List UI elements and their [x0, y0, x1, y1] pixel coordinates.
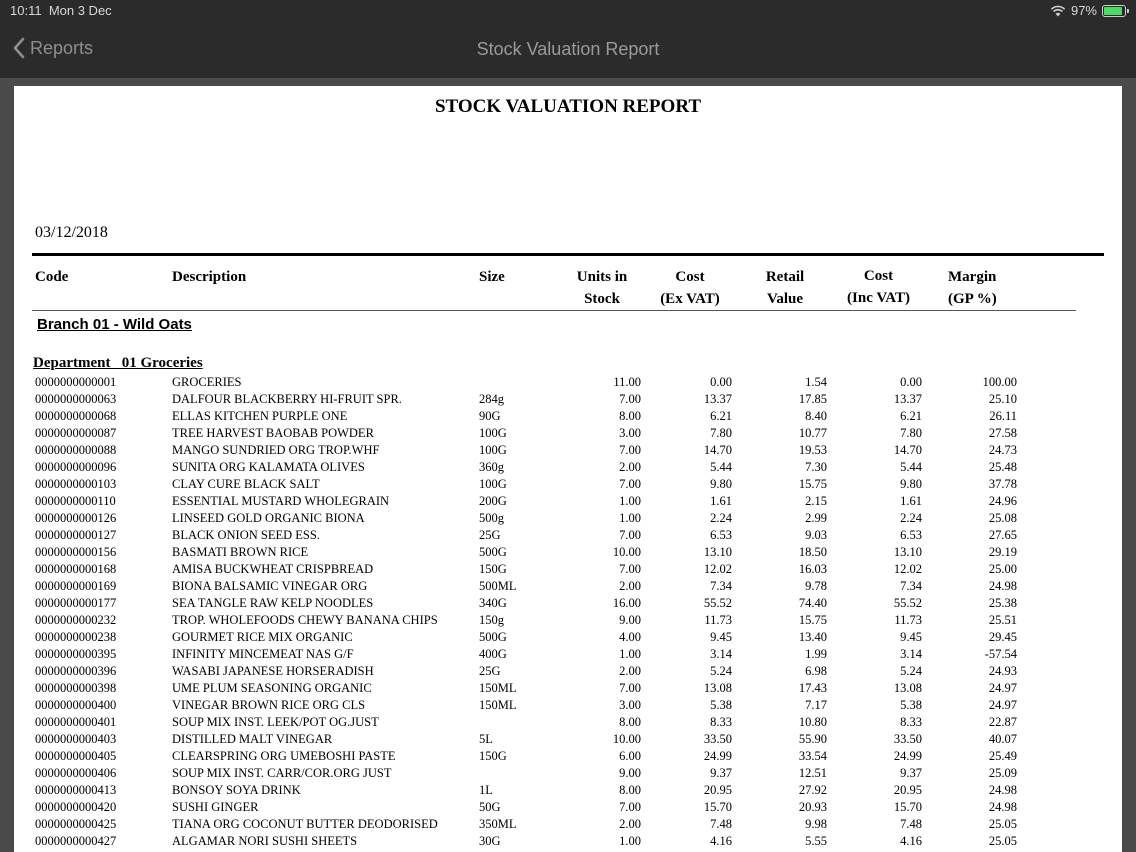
cell-size: 500G — [479, 545, 507, 559]
cell-code: 0000000000400 — [35, 698, 117, 712]
cell-cost-ex-vat: 2.24 — [710, 511, 732, 525]
cell-units-in-stock: 6.00 — [619, 749, 641, 763]
col-header-cost-ex-vat — [645, 266, 735, 310]
cell-retail-value: 74.40 — [798, 596, 827, 610]
table-row — [14, 731, 1122, 748]
cell-description: AMISA BUCKWHEAT CRISPBREAD — [172, 562, 374, 576]
col-header-units-l1: Units in — [576, 269, 628, 285]
cell-margin: 24.98 — [988, 783, 1017, 797]
cell-retail-value: 17.43 — [798, 681, 827, 695]
cell-size: 500G — [479, 630, 507, 644]
cell-retail-value: 2.15 — [805, 494, 827, 508]
col-header-costinc-l1: Cost — [863, 268, 894, 284]
table-row — [14, 782, 1122, 799]
cell-cost-ex-vat: 8.33 — [710, 715, 732, 729]
cell-margin: 25.10 — [988, 392, 1017, 406]
table-row — [14, 459, 1122, 476]
cell-cost-inc-vat: 13.37 — [893, 392, 922, 406]
cell-description: SUNITA ORG KALAMATA OLIVES — [172, 460, 365, 474]
cell-size: 90G — [479, 409, 501, 423]
cell-code: 0000000000395 — [35, 647, 117, 661]
cell-margin: 25.08 — [988, 511, 1017, 525]
cell-code: 0000000000156 — [35, 545, 117, 559]
cell-code: 0000000000096 — [35, 460, 117, 474]
cell-cost-ex-vat: 13.08 — [703, 681, 732, 695]
cell-margin: 24.97 — [988, 698, 1017, 712]
cell-retail-value: 2.99 — [805, 511, 827, 525]
cell-units-in-stock: 1.00 — [619, 494, 641, 508]
cell-cost-inc-vat: 5.24 — [900, 664, 922, 678]
table-row — [14, 663, 1122, 680]
cell-code: 0000000000413 — [35, 783, 117, 797]
cell-description: INFINITY MINCEMEAT NAS G/F — [172, 647, 354, 661]
cell-code: 0000000000427 — [35, 834, 117, 848]
cell-retail-value: 9.98 — [805, 817, 827, 831]
table-row — [14, 493, 1122, 510]
table-row — [14, 612, 1122, 629]
cell-description: BONSOY SOYA DRINK — [172, 783, 301, 797]
cell-description: SUSHI GINGER — [172, 800, 259, 814]
wifi-icon — [1050, 5, 1066, 17]
table-row — [14, 442, 1122, 459]
cell-cost-ex-vat: 13.10 — [703, 545, 732, 559]
cell-margin: 25.09 — [988, 766, 1017, 780]
cell-units-in-stock: 10.00 — [612, 545, 641, 559]
cell-description: WASABI JAPANESE HORSERADISH — [172, 664, 374, 678]
branch-heading: Branch 01 - Wild Oats — [37, 316, 192, 333]
cell-units-in-stock: 9.00 — [619, 613, 641, 627]
col-header-margin-l1: Margin — [948, 269, 997, 285]
cell-cost-ex-vat: 3.14 — [710, 647, 732, 661]
cell-code: 0000000000168 — [35, 562, 117, 576]
cell-retail-value: 9.78 — [805, 579, 827, 593]
cell-cost-inc-vat: 9.45 — [900, 630, 922, 644]
table-row — [14, 833, 1122, 850]
report-date: 03/12/2018 — [35, 224, 108, 241]
department-heading: Department 01 Groceries — [33, 355, 203, 371]
col-header-retail-l1: Retail — [765, 269, 805, 285]
cell-units-in-stock: 3.00 — [619, 426, 641, 440]
status-bar — [0, 0, 1136, 22]
cell-code: 0000000000396 — [35, 664, 117, 678]
cell-size: 500ML — [479, 579, 517, 593]
cell-size: 150G — [479, 749, 507, 763]
table-row — [14, 595, 1122, 612]
cell-description: ESSENTIAL MUSTARD WHOLEGRAIN — [172, 494, 390, 508]
cell-units-in-stock: 7.00 — [619, 392, 641, 406]
cell-size: 100G — [479, 477, 507, 491]
cell-code: 0000000000232 — [35, 613, 117, 627]
table-row — [14, 476, 1122, 493]
cell-cost-inc-vat: 8.33 — [900, 715, 922, 729]
cell-retail-value: 7.17 — [805, 698, 827, 712]
cell-cost-ex-vat: 15.70 — [703, 800, 732, 814]
cell-units-in-stock: 8.00 — [619, 783, 641, 797]
cell-cost-ex-vat: 6.53 — [710, 528, 732, 542]
cell-retail-value: 1.54 — [805, 375, 827, 389]
cell-units-in-stock: 2.00 — [619, 664, 641, 678]
col-header-units-l2: Stock — [584, 291, 620, 307]
cell-description: SOUP MIX INST. CARR/COR.ORG JUST — [172, 766, 392, 780]
status-time-date — [10, 3, 112, 18]
cell-units-in-stock: 2.00 — [619, 579, 641, 593]
col-header-costex-l1: Cost — [675, 269, 705, 285]
cell-cost-inc-vat: 9.37 — [900, 766, 922, 780]
col-header-retail-l2: Value — [766, 291, 804, 307]
cell-margin: 37.78 — [988, 477, 1017, 491]
cell-cost-ex-vat: 7.48 — [710, 817, 732, 831]
cell-retail-value: 18.50 — [798, 545, 827, 559]
cell-description: ELLAS KITCHEN PURPLE ONE — [172, 409, 348, 423]
cell-code: 0000000000088 — [35, 443, 117, 457]
cell-cost-ex-vat: 9.80 — [710, 477, 732, 491]
cell-margin: 27.65 — [988, 528, 1017, 542]
col-header-costex-l2: (Ex VAT) — [660, 291, 720, 307]
cell-description: BIONA BALSAMIC VINEGAR ORG — [172, 579, 368, 593]
table-row — [14, 374, 1122, 391]
cell-description: CLEARSPRING ORG UMEBOSHI PASTE — [172, 749, 396, 763]
cell-code: 0000000000063 — [35, 392, 117, 406]
cell-size: 360g — [479, 460, 504, 474]
cell-cost-inc-vat: 7.48 — [900, 817, 922, 831]
report-title: STOCK VALUATION REPORT — [434, 96, 702, 117]
cell-cost-inc-vat: 24.99 — [893, 749, 922, 763]
cell-units-in-stock: 4.00 — [619, 630, 641, 644]
cell-retail-value: 27.92 — [798, 783, 827, 797]
cell-description: TIANA ORG COCONUT BUTTER DEODORISED — [172, 817, 438, 831]
cell-cost-inc-vat: 13.08 — [893, 681, 922, 695]
cell-units-in-stock: 11.00 — [613, 375, 641, 389]
cell-code: 0000000000425 — [35, 817, 117, 831]
cell-cost-ex-vat: 1.61 — [710, 494, 732, 508]
cell-cost-ex-vat: 5.44 — [710, 460, 732, 474]
cell-cost-ex-vat: 12.02 — [703, 562, 732, 576]
cell-units-in-stock: 7.00 — [619, 800, 641, 814]
cell-retail-value: 17.85 — [798, 392, 827, 406]
table-row — [14, 510, 1122, 527]
cell-retail-value: 6.98 — [805, 664, 827, 678]
cell-retail-value: 10.80 — [798, 715, 827, 729]
col-header-margin-l2: (GP %) — [948, 291, 997, 307]
cell-retail-value: 5.55 — [805, 834, 827, 848]
cell-description: MANGO SUNDRIED ORG TROP.WHF — [172, 443, 380, 457]
cell-description: UME PLUM SEASONING ORGANIC — [172, 681, 372, 695]
table-row — [14, 527, 1122, 544]
cell-cost-inc-vat: 9.80 — [900, 477, 922, 491]
cell-retail-value: 20.93 — [798, 800, 827, 814]
table-row — [14, 748, 1122, 765]
cell-code: 0000000000068 — [35, 409, 117, 423]
navigation-bar — [0, 22, 1136, 78]
cell-margin: 25.38 — [988, 596, 1017, 610]
cell-code: 0000000000238 — [35, 630, 117, 644]
cell-description: BASMATI BROWN RICE — [172, 545, 309, 559]
cell-code: 0000000000110 — [35, 494, 116, 508]
table-row — [14, 391, 1122, 408]
cell-units-in-stock: 8.00 — [619, 409, 641, 423]
col-header-margin — [948, 266, 997, 310]
cell-size: 150g — [479, 613, 504, 627]
cell-cost-ex-vat: 11.73 — [704, 613, 732, 627]
cell-description: VINEGAR BROWN RICE ORG CLS — [172, 698, 366, 712]
cell-cost-inc-vat: 7.80 — [900, 426, 922, 440]
cell-retail-value: 13.40 — [798, 630, 827, 644]
cell-description: BLACK ONION SEED ESS. — [172, 528, 320, 542]
cell-description: ALGAMAR NORI SUSHI SHEETS — [172, 834, 358, 848]
cell-size: 200G — [479, 494, 507, 508]
cell-margin: 25.05 — [988, 834, 1017, 848]
column-header-divider — [32, 310, 1076, 311]
battery-percent: 97% — [1070, 3, 1097, 18]
cell-size: 25G — [479, 664, 501, 678]
col-header-retail-value — [745, 266, 825, 310]
cell-margin: 25.48 — [988, 460, 1017, 474]
cell-units-in-stock: 7.00 — [619, 528, 641, 542]
status-time: 10:11 — [10, 3, 42, 18]
cell-retail-value: 10.77 — [798, 426, 827, 440]
cell-retail-value: 16.03 — [798, 562, 827, 576]
cell-cost-ex-vat: 24.99 — [703, 749, 732, 763]
cell-size: 350ML — [479, 817, 517, 831]
col-header-units — [562, 266, 642, 310]
cell-cost-ex-vat: 5.38 — [710, 698, 732, 712]
cell-cost-inc-vat: 7.34 — [900, 579, 922, 593]
cell-units-in-stock: 7.00 — [619, 443, 641, 457]
cell-size: 50G — [479, 800, 501, 814]
cell-code: 0000000000001 — [35, 375, 117, 389]
cell-cost-inc-vat: 14.70 — [893, 443, 922, 457]
col-header-costinc-l2: (Inc VAT) — [847, 290, 910, 306]
cell-cost-inc-vat: 33.50 — [893, 732, 922, 746]
table-row — [14, 425, 1122, 442]
cell-size: 150ML — [479, 698, 517, 712]
cell-size: 400G — [479, 647, 507, 661]
cell-code: 0000000000406 — [35, 766, 117, 780]
cell-cost-inc-vat: 5.44 — [900, 460, 922, 474]
cell-size: 150ML — [479, 681, 517, 695]
cell-code: 0000000000087 — [35, 426, 117, 440]
cell-retail-value: 55.90 — [798, 732, 827, 746]
cell-cost-inc-vat: 0.00 — [900, 375, 922, 389]
cell-margin: 24.96 — [988, 494, 1017, 508]
cell-code: 0000000000127 — [35, 528, 117, 542]
cell-size: 100G — [479, 426, 507, 440]
cell-margin: 25.51 — [988, 613, 1017, 627]
cell-cost-inc-vat: 3.14 — [900, 647, 922, 661]
header-divider — [32, 253, 1104, 256]
cell-cost-ex-vat: 9.37 — [710, 766, 732, 780]
cell-margin: 25.00 — [988, 562, 1017, 576]
cell-size: 5L — [479, 732, 493, 746]
table-row — [14, 629, 1122, 646]
cell-units-in-stock: 7.00 — [619, 681, 641, 695]
cell-size: 150G — [479, 562, 507, 576]
cell-description: GOURMET RICE MIX ORGANIC — [172, 630, 353, 644]
cell-retail-value: 1.99 — [805, 647, 827, 661]
table-row — [14, 799, 1122, 816]
cell-units-in-stock: 7.00 — [619, 562, 641, 576]
cell-cost-inc-vat: 5.38 — [900, 698, 922, 712]
status-right — [1050, 3, 1126, 18]
cell-cost-ex-vat: 7.80 — [710, 426, 732, 440]
cell-margin: 22.87 — [988, 715, 1017, 729]
cell-margin: 29.19 — [988, 545, 1017, 559]
cell-description: DALFOUR BLACKBERRY HI-FRUIT SPR. — [172, 392, 402, 406]
cell-margin: 25.49 — [988, 749, 1017, 763]
cell-margin: -57.54 — [984, 647, 1017, 661]
cell-description: SOUP MIX INST. LEEK/POT OG.JUST — [172, 715, 379, 729]
cell-margin: 24.93 — [988, 664, 1017, 678]
cell-retail-value: 33.54 — [798, 749, 827, 763]
cell-cost-ex-vat: 55.52 — [703, 596, 732, 610]
cell-code: 0000000000177 — [35, 596, 117, 610]
col-header-cost-inc-vat — [832, 265, 925, 309]
cell-units-in-stock: 16.00 — [612, 596, 641, 610]
cell-units-in-stock: 7.00 — [619, 477, 641, 491]
table-row — [14, 714, 1122, 731]
cell-size: 1L — [479, 783, 493, 797]
cell-cost-ex-vat: 0.00 — [710, 375, 732, 389]
cell-margin: 40.07 — [988, 732, 1017, 746]
cell-cost-ex-vat: 4.16 — [710, 834, 732, 848]
cell-margin: 24.73 — [988, 443, 1017, 457]
cell-cost-ex-vat: 14.70 — [703, 443, 732, 457]
cell-retail-value: 7.30 — [805, 460, 827, 474]
cell-units-in-stock: 2.00 — [619, 817, 641, 831]
cell-code: 0000000000103 — [35, 477, 117, 491]
cell-cost-ex-vat: 9.45 — [710, 630, 732, 644]
cell-description: DISTILLED MALT VINEGAR — [172, 732, 333, 746]
cell-size: 30G — [479, 834, 501, 848]
cell-retail-value: 12.51 — [798, 766, 827, 780]
cell-size: 500g — [479, 511, 504, 525]
cell-description: TREE HARVEST BAOBAB POWDER — [172, 426, 374, 440]
col-header-size: Size — [479, 269, 505, 285]
cell-units-in-stock: 3.00 — [619, 698, 641, 712]
cell-retail-value: 8.40 — [805, 409, 827, 423]
status-date: Mon 3 Dec — [48, 3, 112, 18]
cell-cost-inc-vat: 6.21 — [900, 409, 922, 423]
cell-cost-ex-vat: 6.21 — [710, 409, 732, 423]
battery-icon — [1102, 5, 1126, 17]
table-row — [14, 408, 1122, 425]
table-row — [14, 816, 1122, 833]
cell-margin: 29.45 — [988, 630, 1017, 644]
cell-code: 0000000000403 — [35, 732, 117, 746]
cell-code: 0000000000169 — [35, 579, 117, 593]
report-document[interactable] — [14, 86, 1122, 852]
table-row — [14, 680, 1122, 697]
col-header-description: Description — [172, 269, 247, 285]
cell-code: 0000000000401 — [35, 715, 117, 729]
cell-description: CLAY CURE BLACK SALT — [172, 477, 320, 491]
cell-margin: 25.05 — [988, 817, 1017, 831]
cell-cost-ex-vat: 33.50 — [703, 732, 732, 746]
col-header-code: Code — [35, 269, 69, 285]
table-row — [14, 646, 1122, 663]
cell-code: 0000000000420 — [35, 800, 117, 814]
cell-cost-inc-vat: 2.24 — [900, 511, 922, 525]
cell-description: GROCERIES — [172, 375, 242, 389]
cell-margin: 24.98 — [988, 800, 1017, 814]
cell-margin: 100.00 — [982, 375, 1017, 389]
cell-cost-inc-vat: 11.73 — [894, 613, 922, 627]
cell-size: 25G — [479, 528, 501, 542]
cell-size: 100G — [479, 443, 507, 457]
stock-table-body — [14, 374, 1122, 850]
cell-description: SEA TANGLE RAW KELP NOODLES — [172, 596, 374, 610]
cell-code: 0000000000398 — [35, 681, 117, 695]
table-row — [14, 765, 1122, 782]
nav-title: Stock Valuation Report — [476, 39, 660, 59]
cell-retail-value: 15.75 — [798, 477, 827, 491]
table-row — [14, 544, 1122, 561]
cell-retail-value: 9.03 — [805, 528, 827, 542]
cell-size: 284g — [479, 392, 504, 406]
cell-units-in-stock: 8.00 — [619, 715, 641, 729]
cell-cost-ex-vat: 13.37 — [703, 392, 732, 406]
cell-cost-inc-vat: 1.61 — [900, 494, 922, 508]
cell-margin: 24.98 — [988, 579, 1017, 593]
cell-margin: 27.58 — [988, 426, 1017, 440]
cell-cost-inc-vat: 15.70 — [893, 800, 922, 814]
cell-units-in-stock: 1.00 — [619, 834, 641, 848]
cell-margin: 24.97 — [988, 681, 1017, 695]
table-row — [14, 697, 1122, 714]
cell-units-in-stock: 10.00 — [612, 732, 641, 746]
cell-units-in-stock: 1.00 — [619, 511, 641, 525]
cell-units-in-stock: 9.00 — [619, 766, 641, 780]
cell-units-in-stock: 2.00 — [619, 460, 641, 474]
cell-cost-ex-vat: 7.34 — [710, 579, 732, 593]
cell-retail-value: 19.53 — [798, 443, 827, 457]
cell-code: 0000000000405 — [35, 749, 117, 763]
cell-size: 340G — [479, 596, 507, 610]
cell-cost-inc-vat: 4.16 — [900, 834, 922, 848]
cell-description: LINSEED GOLD ORGANIC BIONA — [172, 511, 365, 525]
cell-cost-inc-vat: 20.95 — [893, 783, 922, 797]
cell-margin: 26.11 — [989, 409, 1017, 423]
cell-cost-inc-vat: 55.52 — [893, 596, 922, 610]
cell-description: TROP. WHOLEFOODS CHEWY BANANA CHIPS — [172, 613, 438, 627]
cell-cost-ex-vat: 5.24 — [710, 664, 732, 678]
cell-cost-ex-vat: 20.95 — [703, 783, 732, 797]
back-button-label[interactable]: Reports — [30, 37, 94, 58]
cell-retail-value: 15.75 — [798, 613, 827, 627]
cell-cost-inc-vat: 13.10 — [893, 545, 922, 559]
cell-code: 0000000000126 — [35, 511, 117, 525]
table-row — [14, 578, 1122, 595]
cell-units-in-stock: 1.00 — [619, 647, 641, 661]
cell-cost-inc-vat: 12.02 — [893, 562, 922, 576]
cell-cost-inc-vat: 6.53 — [900, 528, 922, 542]
table-row — [14, 561, 1122, 578]
